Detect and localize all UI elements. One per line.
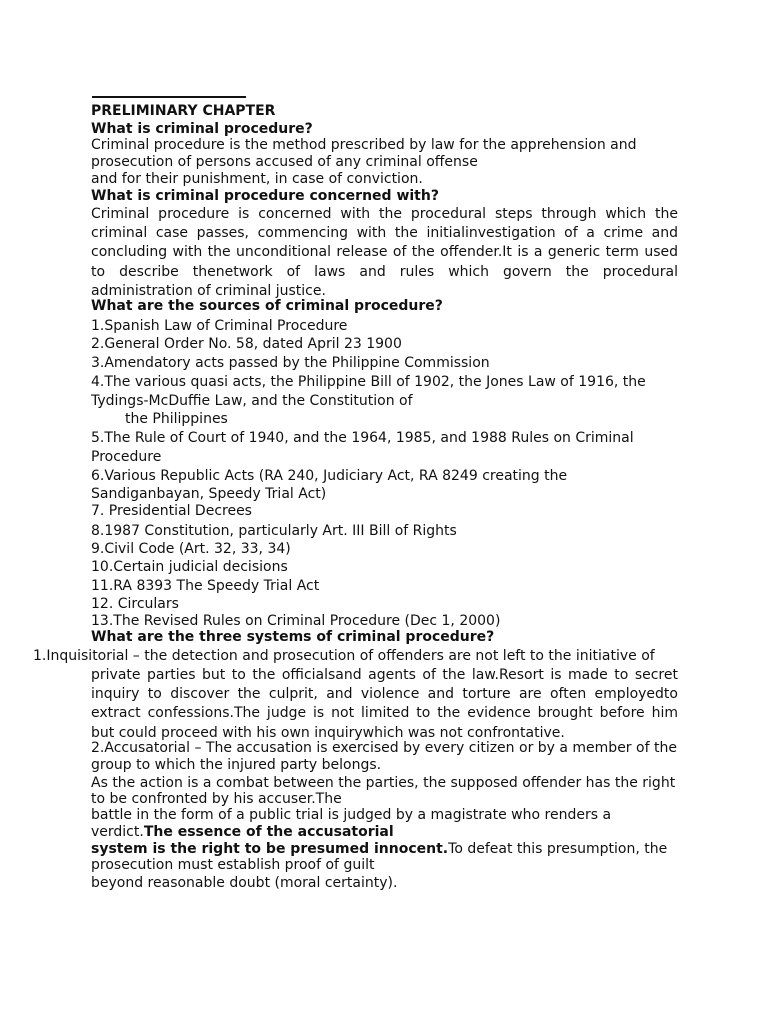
- question-concerned-with: What is criminal procedure concerned with?: [91, 188, 439, 204]
- source-item: 11.RA 8393 The Speedy Trial Act: [91, 578, 320, 594]
- source-item: 9.Civil Code (Art. 32, 33, 34): [91, 541, 291, 557]
- accusatorial-line: As the action is a combat between the parties, the supposed offender has the right: [91, 775, 676, 791]
- accusatorial-line: battle in the form of a public trial is judged by a magistrate who renders a: [91, 807, 612, 823]
- accusatorial-line: 2.Accusatorial – The accusation is exercised by every citizen or by a member of the: [91, 740, 677, 756]
- source-item: Procedure: [91, 449, 162, 465]
- source-item: 4.The various quasi acts, the Philippine Bill of 1902, the Jones Law of 1916, the: [91, 374, 646, 390]
- source-item: Sandiganbayan, Speedy Trial Act): [91, 486, 327, 502]
- source-item: 12. Circulars: [91, 596, 179, 612]
- source-item: 2.General Order No. 58, dated April 23 1900: [91, 336, 402, 352]
- source-item: 8.1987 Constitution, particularly Art. III Bill of Rights: [91, 523, 457, 539]
- accusatorial-line: [91, 841, 667, 858]
- accusatorial-line: group to which the injured party belongs.: [91, 757, 382, 773]
- inquisitorial-paragraph: private parties but to the officialsand agents of the law.Resort is made to secret inquiry to discover the culprit, and violence and torture are often employedto extract confessions.The judge is not limited to the evidence brought before him but could proceed with his own inquirywhich was not confrontative.: [91, 667, 678, 741]
- answer-line: and for their punishment, in case of conviction.: [91, 171, 423, 187]
- accusatorial-line: beyond reasonable doubt (moral certainty).: [91, 875, 398, 891]
- source-item: 7. Presidential Decrees: [91, 503, 252, 519]
- source-item: 6.Various Republic Acts (RA 240, Judiciary Act, RA 8249 creating the: [91, 468, 568, 484]
- source-item: 10.Certain judicial decisions: [91, 559, 288, 575]
- verdict-text: verdict.: [91, 824, 144, 840]
- source-item: 3.Amendatory acts passed by the Philippine Commission: [91, 355, 490, 371]
- question-three-systems: What are the three systems of criminal procedure?: [91, 629, 495, 645]
- accusatorial-line: [91, 824, 394, 841]
- question-criminal-procedure: What is criminal procedure?: [91, 121, 313, 137]
- answer-paragraph: Criminal procedure is concerned with the procedural steps through which the criminal case passes, commencing with the initialinvestigation of a crime and concluding with the unconditional release of the offender.It is a generic term used to describe thenetwork of laws and rules which govern the procedural administration of criminal justice.: [91, 206, 678, 299]
- source-item: 1.Spanish Law of Criminal Procedure: [91, 318, 348, 334]
- accusatorial-line: prosecution must establish proof of guilt: [91, 857, 375, 873]
- emphasis-text: system is the right to be presumed innocent.: [91, 841, 449, 857]
- question-sources: What are the sources of criminal procedure?: [91, 298, 443, 314]
- source-item: 13.The Revised Rules on Criminal Procedure (Dec 1, 2000): [91, 613, 501, 629]
- accusatorial-line: to be confronted by his accuser.The: [91, 791, 342, 807]
- emphasis-text: The essence of the accusatorial: [143, 824, 394, 840]
- source-item: Tydings-McDuffie Law, and the Constitution of: [91, 393, 413, 409]
- heading-rule: [92, 96, 246, 98]
- answer-line: Criminal procedure is the method prescribed by law for the apprehension and: [91, 137, 637, 153]
- source-item: the Philippines: [125, 411, 228, 427]
- inquisitorial-first-line: 1.Inquisitorial – the detection and prosecution of offenders are not left to the initiative of: [33, 648, 655, 664]
- chapter-heading: PRELIMINARY CHAPTER: [91, 103, 276, 119]
- source-item: 5.The Rule of Court of 1940, and the 1964, 1985, and 1988 Rules on Criminal: [91, 430, 634, 446]
- answer-line: prosecution of persons accused of any criminal offense: [91, 154, 478, 170]
- presumption-text: To defeat this presumption, the: [448, 841, 668, 857]
